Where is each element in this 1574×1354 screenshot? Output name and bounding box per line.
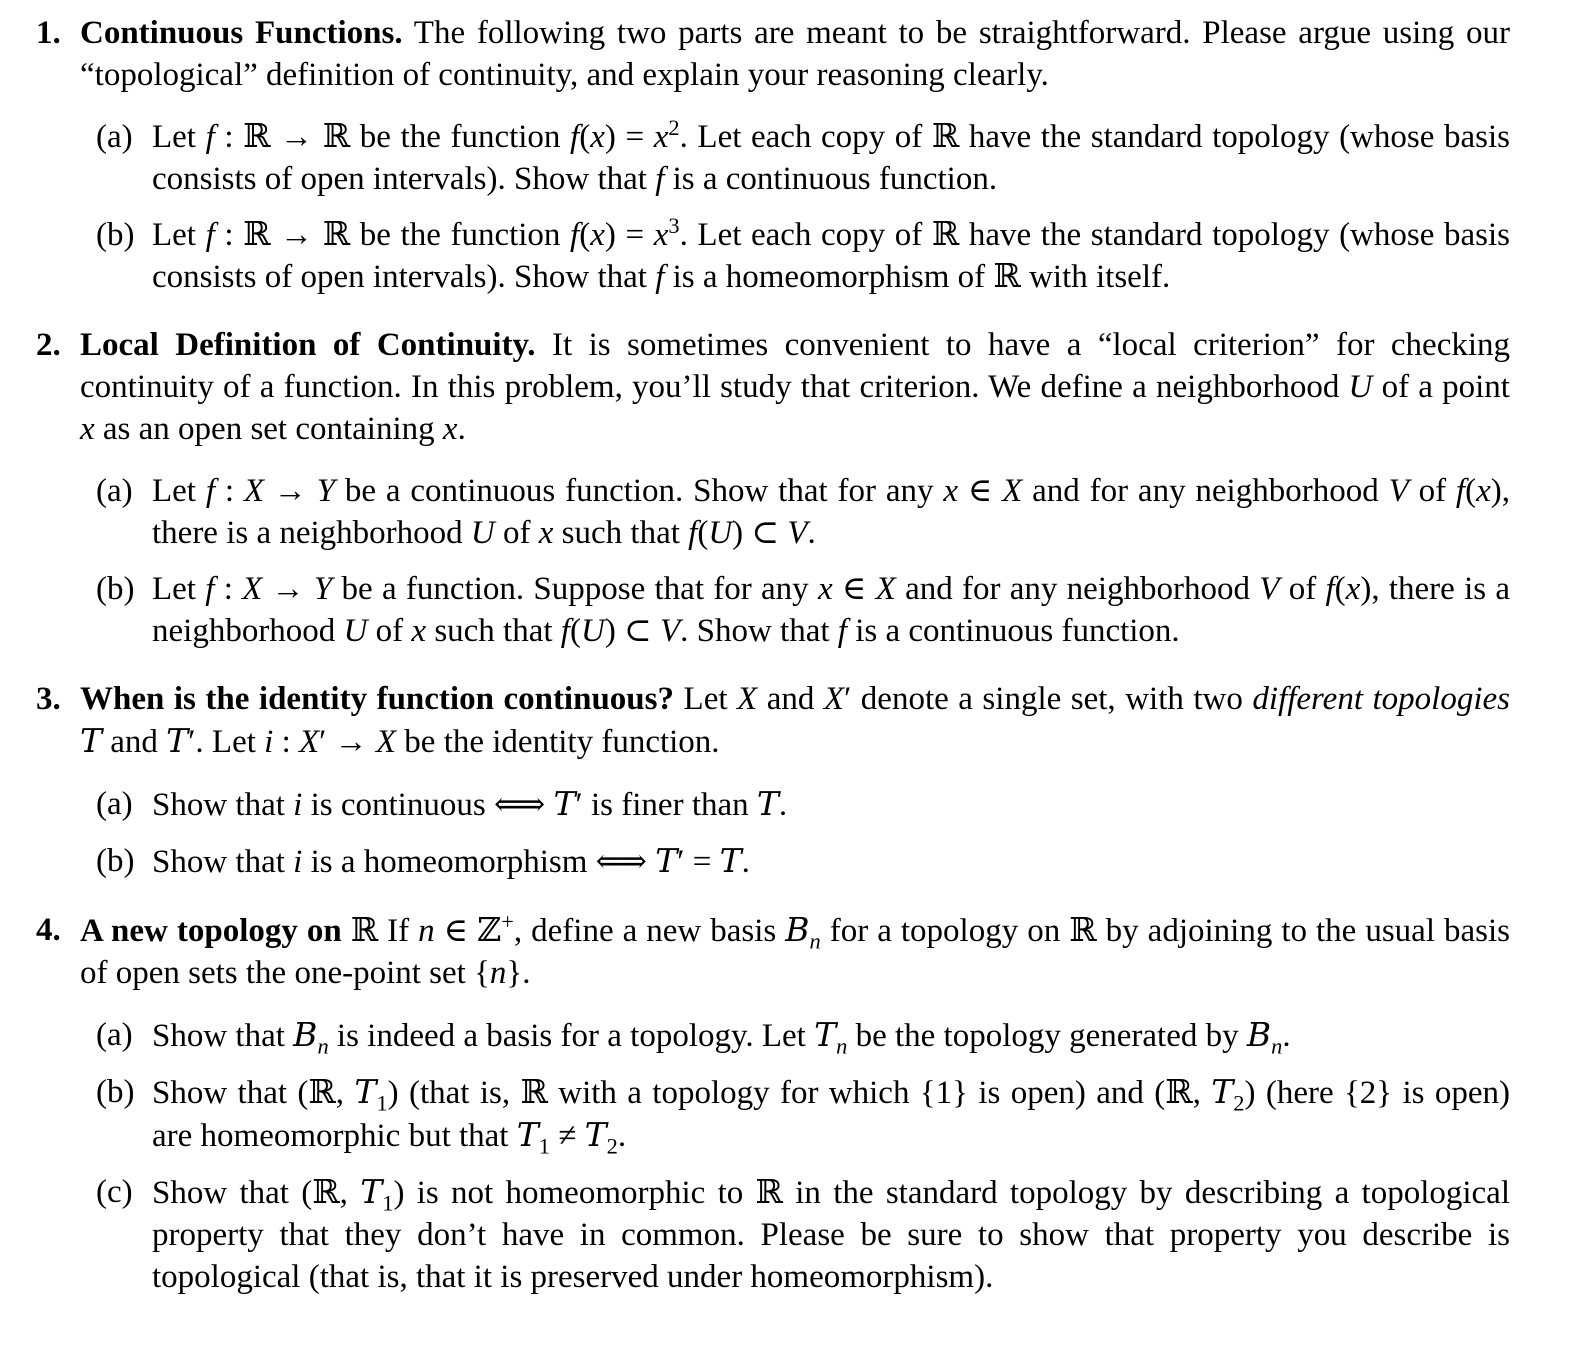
problem-3 (36, 678, 1510, 883)
problem-title: Continuous Functions. (80, 15, 403, 51)
problem-statement (80, 909, 1510, 994)
part-b (80, 840, 1510, 883)
problem-body (80, 324, 1510, 652)
part-a (80, 116, 1510, 200)
problem-statement (80, 324, 1510, 450)
part-label: (a) (96, 473, 133, 509)
problem-intro-text: It is sometimes convenient to have a “local criterion” for checking continuity of a function. In this problem, you’ll study that criterion. We define a neighborhood U of a point x as an open set containing x. (80, 327, 1511, 447)
part-c (80, 1171, 1510, 1298)
problem-number: 2. (36, 327, 61, 363)
part-label: (b) (96, 843, 135, 879)
part-b (80, 1071, 1510, 1157)
part-text: Show that $B_n$ is indeed a basis for a topology. Let $T_n$ be the topology generated by $B_n$. (152, 1015, 1291, 1059)
problem-number: 1. (36, 15, 61, 51)
problem-intro-text: ℝ If n ∈ ℤ+, define a new basis $B_n$ for a topology on ℝ by adjoining to the usual basis of open sets the one-point set {n}. (80, 909, 1511, 991)
part-text: Show that i is a homeomorphism ⇐⇒ T′ = T. (152, 841, 750, 880)
part-text: Let f : X → Y be a continuous function. Show that for any x ∈ X and for any neighborhood V of f(x), there is a neighborhood U of x such that f(U) ⊂ V. (152, 473, 1510, 551)
part-label: (b) (96, 571, 135, 607)
problem-title: Local Definition of Continuity. (80, 327, 536, 363)
part-b (80, 214, 1510, 298)
problem-title: When is the identity function continuous? (80, 681, 675, 717)
part-label: (a) (96, 786, 133, 822)
part-label: (c) (96, 1174, 133, 1210)
problem-number: 3. (36, 681, 61, 717)
problem-title: A new topology on (80, 913, 342, 949)
part-label: (a) (96, 1017, 133, 1053)
problem-intro-text: Let X and X′ denote a single set, with two different topologies T and T′. Let i : X′ → X be the identity function. (80, 681, 1511, 760)
problem-parts (80, 783, 1510, 883)
part-text: Let f : X → Y be a function. Suppose that for any x ∈ X and for any neighborhood V of f(x), there is a neighborhood U of x such that f(U) ⊂ V. Show that f is a continuous function. (152, 571, 1511, 649)
problem-parts (80, 470, 1510, 652)
problem-4 (36, 909, 1510, 1298)
problem-body (80, 909, 1510, 1298)
problem-1 (36, 12, 1510, 298)
problem-intro-text: The following two parts are meant to be straightforward. Please argue using our “topological” definition of continuity, and explain your reasoning clearly. (80, 15, 1511, 93)
problem-statement (80, 12, 1510, 96)
part-a (80, 1014, 1510, 1057)
problem-number: 4. (36, 912, 61, 948)
problem-parts (80, 116, 1510, 298)
part-label: (b) (96, 217, 135, 253)
problem-2 (36, 324, 1510, 652)
part-text: Let f : ℝ → ℝ be the function $f(x) = x^3$. Let each copy of ℝ have the standard topology (whose basis consists of open intervals). Show that f is a homeomorphism of ℝ with itself. (152, 213, 1510, 295)
part-a (80, 470, 1510, 554)
problem-parts (80, 1014, 1510, 1298)
part-text: Show that (ℝ, $T_1$) (that is, ℝ with a topology for which {1} is open) and (ℝ, $T_2$) (here {2} is open) are homeomorphic but that $T_1 \ne T_2$. (152, 1072, 1511, 1159)
part-text: Show that (ℝ, $T_1$) is not homeomorphic to ℝ in the standard topology by describing a topological property that they don’t have in common. Please be sure to show that property you describe is topological (that is, that it is preserved under homeomorphism). (152, 1172, 1510, 1295)
part-b (80, 568, 1510, 652)
part-text: Show that i is continuous ⇐⇒ T′ is finer than T. (152, 784, 788, 823)
part-a (80, 783, 1510, 826)
part-label: (b) (96, 1074, 135, 1110)
problem-statement (80, 678, 1510, 763)
part-text: Let f : ℝ → ℝ be the function $f(x) = x^2$. Let each copy of ℝ have the standard topology (whose basis consists of open intervals). Show that f is a continuous function. (152, 115, 1510, 197)
part-label: (a) (96, 119, 133, 155)
problem-body (80, 12, 1510, 298)
problem-body (80, 678, 1510, 883)
